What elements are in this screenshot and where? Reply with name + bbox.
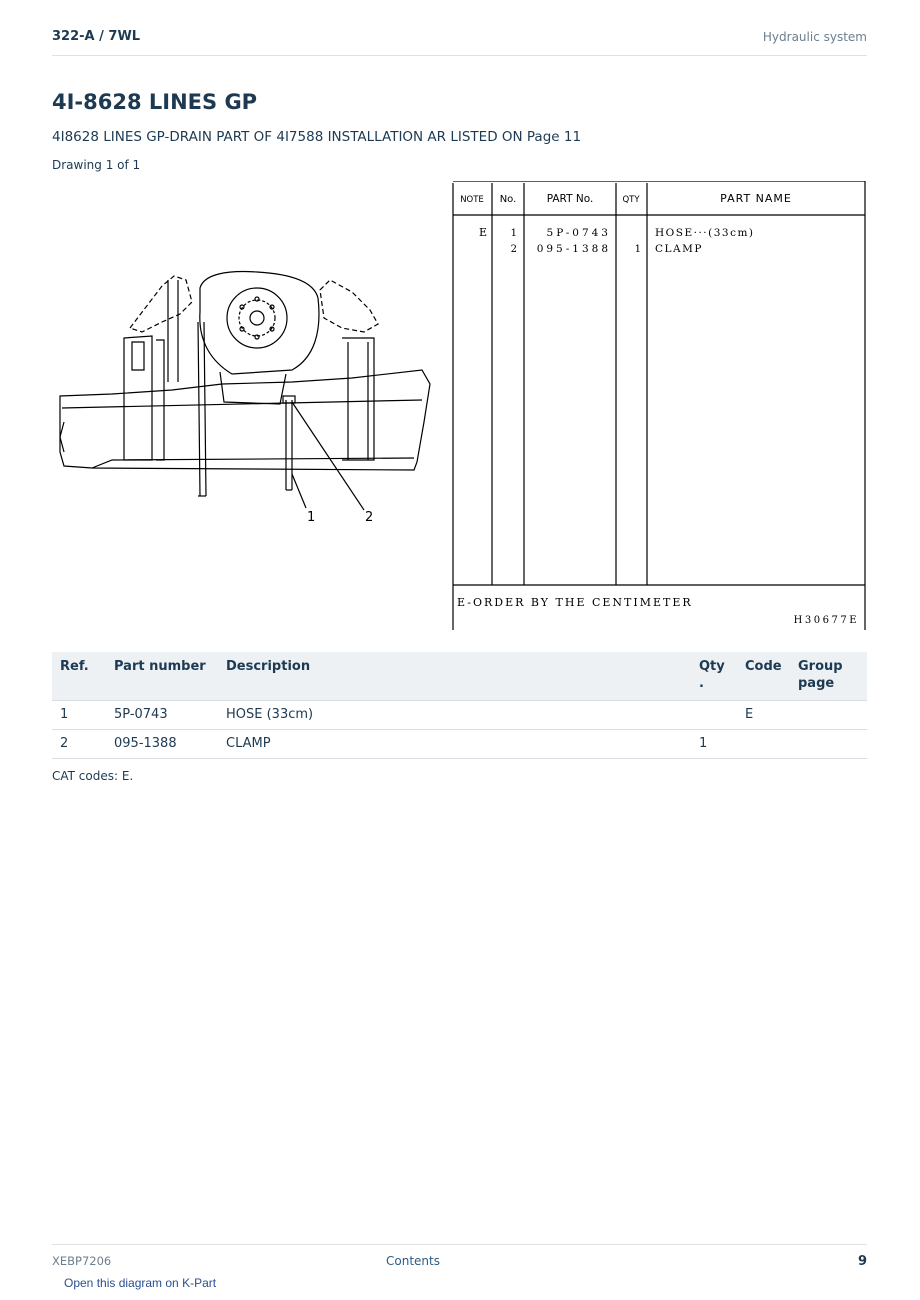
scan-header-no: No. — [499, 194, 517, 205]
scan-footnote: E-ORDER BY THE CENTIMETER — [457, 596, 693, 609]
scan-row-1-note: E — [478, 226, 487, 239]
cell-ref: 1 — [52, 701, 106, 730]
cell-description: HOSE (33cm) — [218, 701, 691, 730]
table-row — [52, 701, 867, 730]
col-description: Description — [218, 652, 691, 701]
callout-1: 1 — [307, 510, 316, 525]
scan-row-2-qty: 1 — [634, 244, 641, 255]
model-label: 322-A / 7WL — [52, 29, 141, 44]
scanned-table-image — [451, 181, 867, 632]
callout-2: 2 — [365, 510, 374, 525]
parts-illustration — [52, 262, 438, 534]
cell-code: E — [737, 701, 790, 730]
scan-header-part-name: PART NAME — [720, 192, 792, 205]
cell-description: CLAMP — [218, 730, 691, 759]
section-label: Hydraulic system — [762, 30, 867, 44]
col-group-page: Group page — [790, 652, 867, 701]
cell-group-page — [790, 701, 867, 730]
table-row — [52, 730, 867, 759]
scan-header-qty: QTY — [622, 195, 640, 205]
page-title: 4I-8628 LINES GP — [52, 90, 258, 114]
col-ref: Ref. — [52, 652, 106, 701]
cell-ref: 2 — [52, 730, 106, 759]
scan-row-1-part-no: 5P-0743 — [546, 227, 611, 239]
scan-row-1-part-name: HOSE···(33cm) — [655, 227, 755, 239]
page-footer — [52, 1244, 867, 1269]
cell-part-number: 095-1388 — [106, 730, 218, 759]
cell-qty: 1 — [691, 730, 737, 759]
scanned-parts-table — [451, 181, 867, 632]
illustration-drawing — [52, 262, 438, 534]
scan-header-part-no: PART No. — [546, 193, 594, 205]
parts-table-header — [52, 652, 867, 701]
contents-link[interactable]: Contents — [386, 1254, 440, 1268]
col-part-number: Part number — [106, 652, 218, 701]
document-id: XEBP7206 — [52, 1254, 112, 1268]
scan-row-2-part-no: 095-1388 — [536, 243, 611, 255]
cell-qty — [691, 701, 737, 730]
cell-part-number: 5P-0743 — [106, 701, 218, 730]
scan-row-1-no: 1 — [510, 228, 517, 239]
scan-row-2-no: 2 — [510, 244, 517, 255]
col-code: Code — [737, 652, 790, 701]
scan-header-note: NOTE — [460, 195, 484, 205]
scan-ref-code: H30677E — [793, 615, 859, 626]
open-diagram-kpart-link[interactable]: Open this diagram on K-Part — [64, 1276, 217, 1290]
page-subtitle: 4I8628 LINES GP-DRAIN PART OF 4I7588 INSTALLATION AR LISTED ON Page 11 — [52, 129, 582, 145]
cell-code — [737, 730, 790, 759]
parts-table — [52, 652, 867, 759]
page-header — [52, 29, 867, 56]
cat-codes-note: CAT codes: E. — [52, 769, 134, 783]
cell-group-page — [790, 730, 867, 759]
page-number: 9 — [857, 1254, 867, 1269]
col-qty: Qty . — [691, 652, 737, 701]
drawing-count: Drawing 1 of 1 — [52, 158, 141, 172]
scan-row-2-part-name: CLAMP — [655, 243, 703, 255]
